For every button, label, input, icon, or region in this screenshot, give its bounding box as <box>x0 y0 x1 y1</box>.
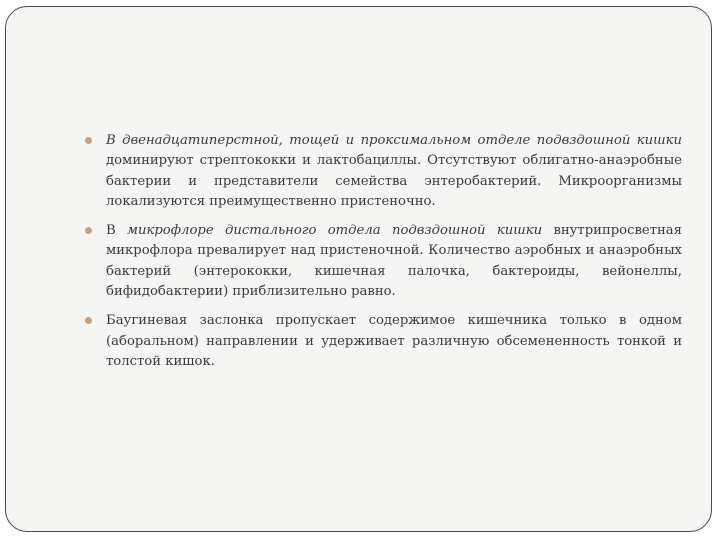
slide-frame <box>5 6 712 532</box>
bullet-body-text: Баугиневая заслонка пропускает содержимое кишечника только в одном (аборальном) направлении и удерживает различную обсемененность тонкой и толстой кишок. <box>106 313 682 369</box>
bullet-dot-icon <box>85 137 92 144</box>
bullet-italic-text: микрофлоре дистального отдела подвздошной кишки <box>127 223 543 239</box>
bullet-body-text: внутрипросветная микрофлора превалирует над пристеночной. Количество аэробных и анаэробных бактерий (энтерококки, кишечная палочка, бактероиды, вейонеллы, бифидобактерии) приблизительно равно. <box>106 223 682 300</box>
bullet-prefix-text: В <box>106 223 128 239</box>
bullet-dot-icon <box>85 317 92 324</box>
bullet-item <box>84 311 682 372</box>
bullet-item <box>84 131 682 212</box>
bullet-text <box>106 311 682 372</box>
bullet-item <box>84 221 682 302</box>
bullet-body-text: доминируют стрептококки и лактобациллы. Отсутствуют облигатно-анаэробные бактерии и представители семейства энтеробактерий. Микроорганизмы локализуются преимущественно пристеночно. <box>106 153 682 209</box>
bullet-dot-icon <box>85 227 92 234</box>
bullet-text <box>106 131 682 212</box>
bullet-text <box>106 221 682 302</box>
bullet-list <box>84 131 682 381</box>
bullet-italic-text: В двенадцатиперстной, тощей и проксимальном отделе подвздошной кишки <box>106 133 682 148</box>
